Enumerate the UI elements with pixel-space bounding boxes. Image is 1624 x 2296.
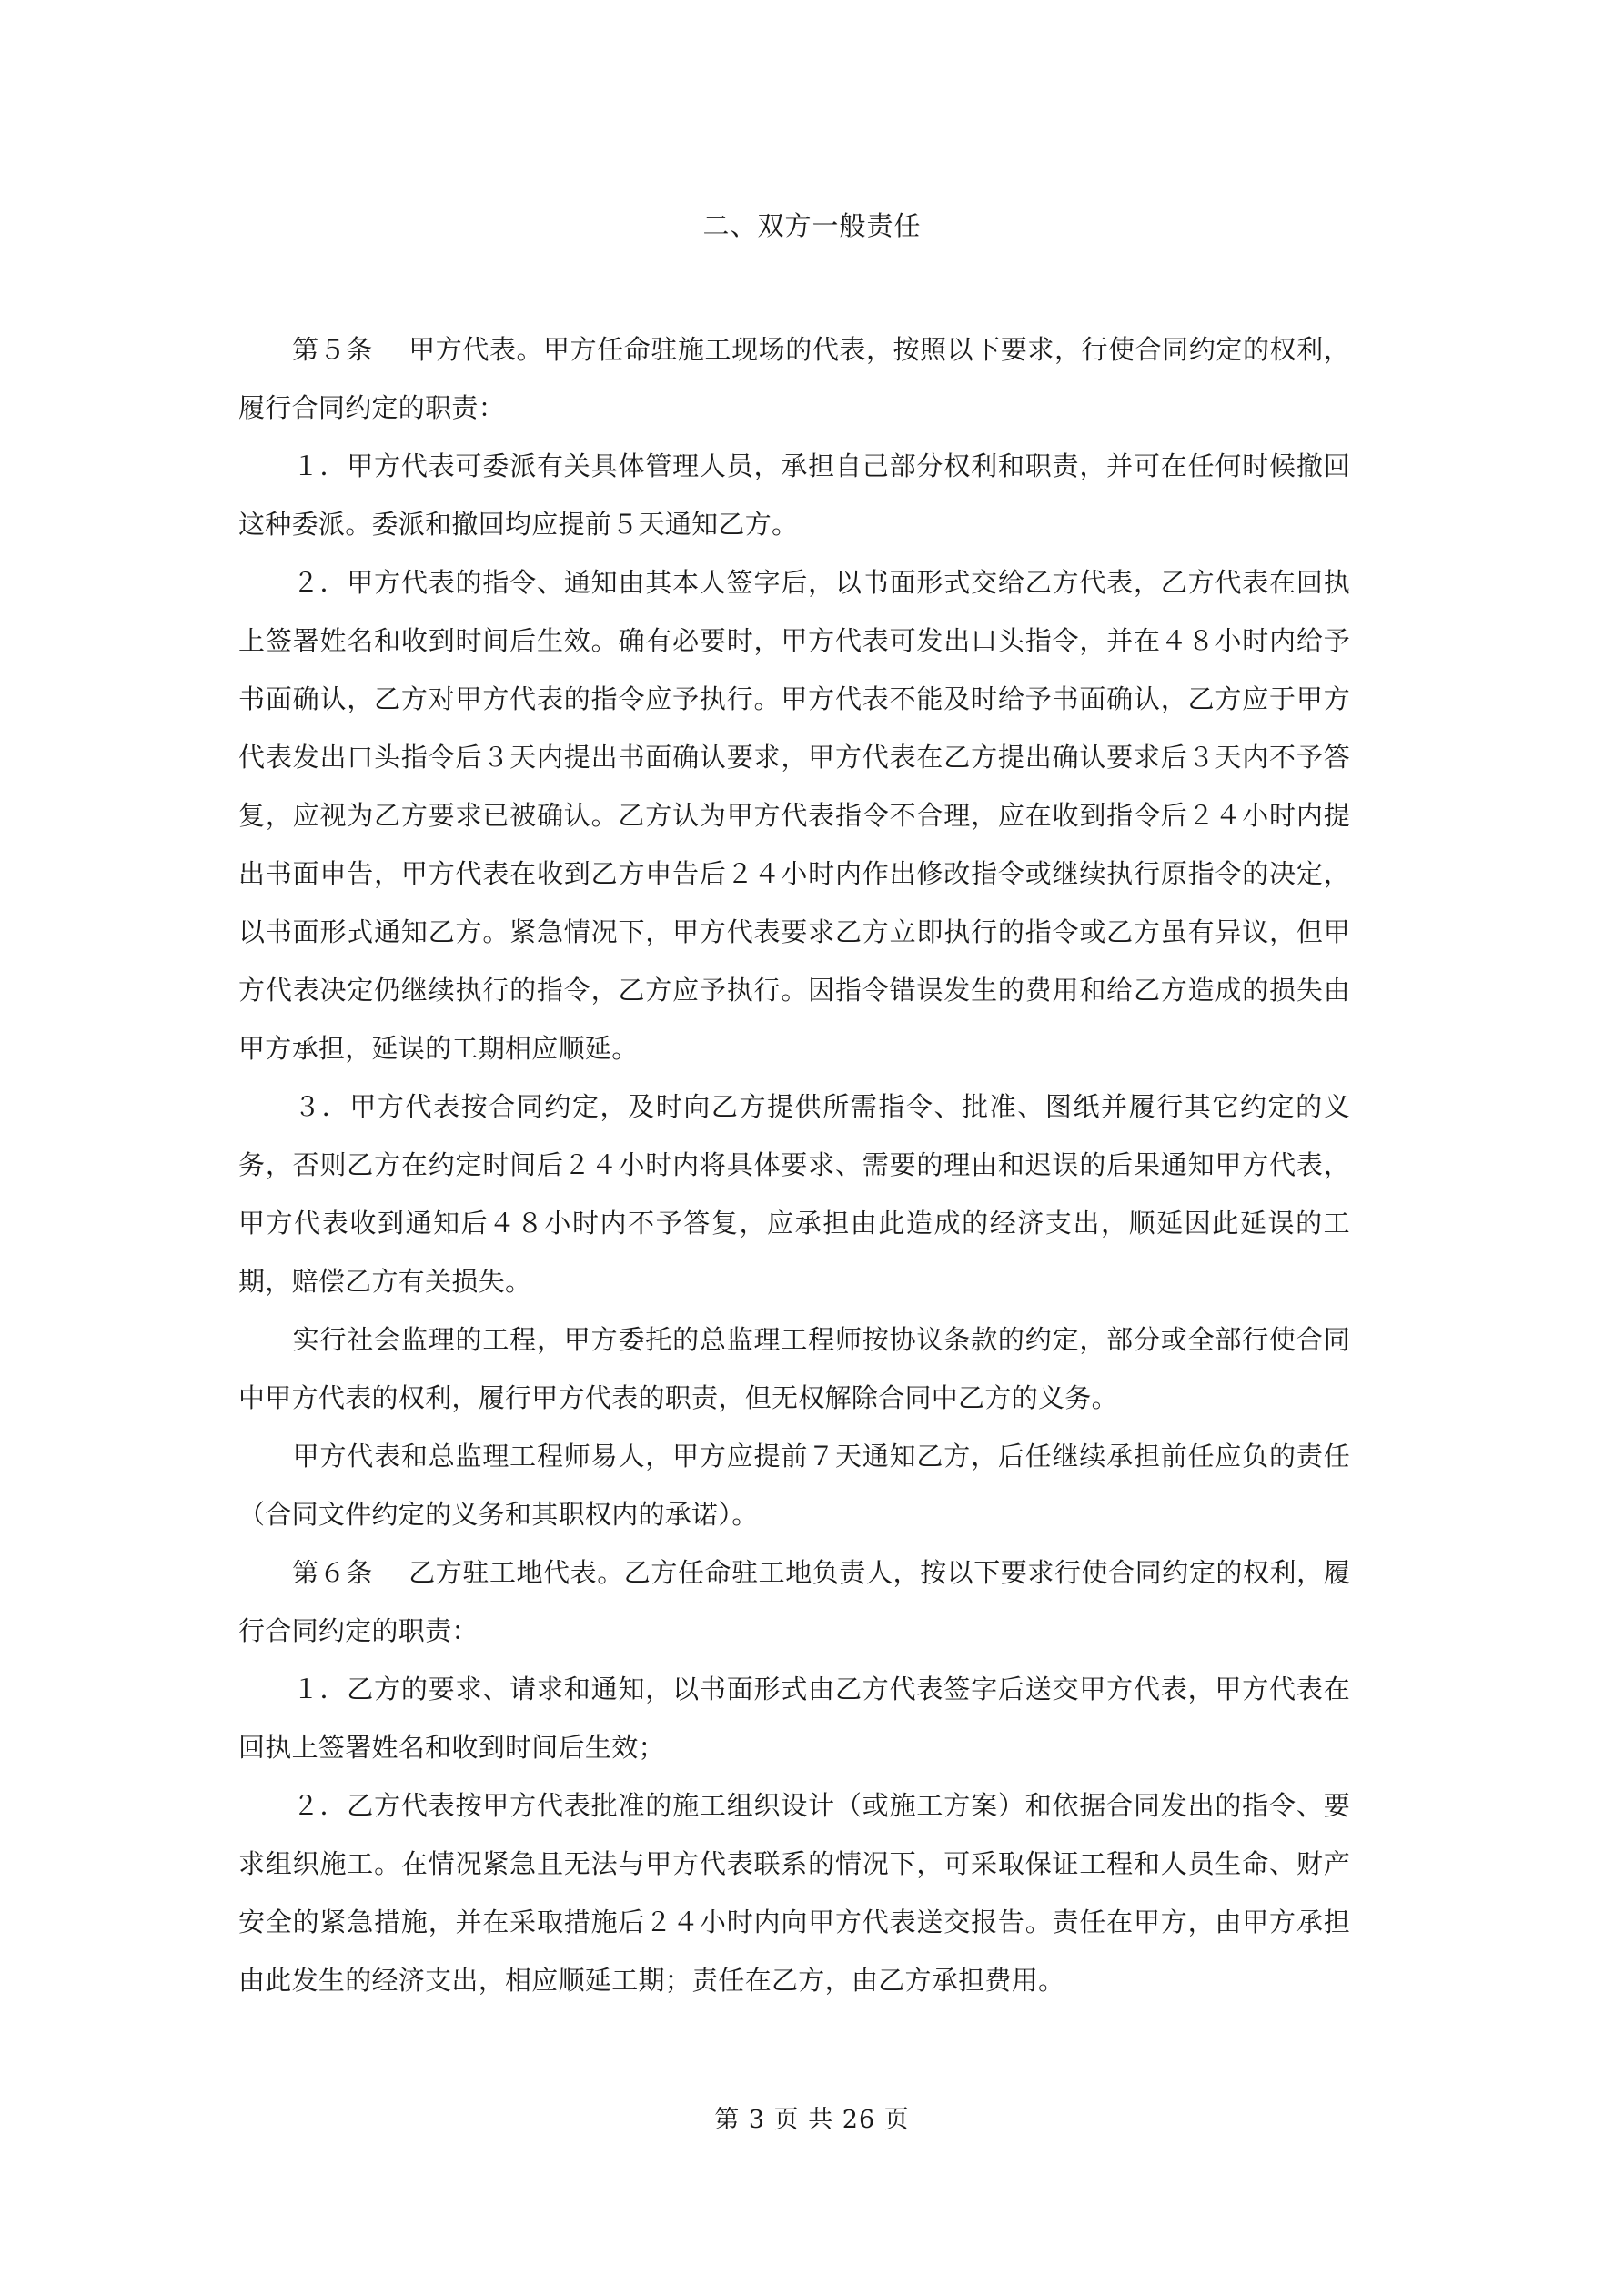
paragraph-5-item-3: ３．甲方代表按合同约定，及时向乙方提供所需指令、批准、图纸并履行其它约定的义务，否则乙方在约定时间后２４小时内将具体要求、需要的理由和迟误的后果通知甲方代表，甲方代表收到通知后４８小时内不予答复，应承担由此造成的经济支出，顺延因此延误的工期，赔偿乙方有关损失。 xyxy=(238,1091,1350,1297)
paragraph-6-item-1: １．乙方的要求、请求和通知，以书面形式由乙方代表签字后送交甲方代表，甲方代表在回执上签署姓名和收到时间后生效； xyxy=(238,1674,1350,1763)
paragraph-replacement: 甲方代表和总监理工程师易人，甲方应提前７天通知乙方，后任继续承担前任应负的责任（合同文件约定的义务和其职权内的承诺）。 xyxy=(238,1441,1350,1530)
section-title: 二、双方一般责任 xyxy=(702,210,922,241)
paragraph-5-item-1: １．甲方代表可委派有关具体管理人员，承担自己部分权利和职责，并可在任何时候撤回这种委派。委派和撤回均应提前５天通知乙方。 xyxy=(238,450,1350,540)
paragraph-6-item-2: ２．乙方代表按甲方代表批准的施工组织设计（或施工方案）和依据合同发出的指令、要求组织施工。在情况紧急且无法与甲方代表联系的情况下，可采取保证工程和人员生命、财产安全的紧急措施，并在采取措施后２４小时内向甲方代表送交报告。责任在甲方，由甲方承担由此发生的经济支出，相应顺延工期；责任在乙方，由乙方承担费用。 xyxy=(238,1790,1350,1996)
paragraph-article-5: 第５条 甲方代表。甲方任命驻施工现场的代表，按照以下要求，行使合同约定的权利，履行合同约定的职责： xyxy=(238,334,1350,423)
paragraph-supervision: 实行社会监理的工程，甲方委托的总监理工程师按协议条款的约定，部分或全部行使合同中甲方代表的权利，履行甲方代表的职责，但无权解除合同中乙方的义务。 xyxy=(238,1324,1350,1413)
page-number-footer: 第 3 页 共 26 页 xyxy=(714,2106,910,2134)
paragraph-5-item-2: ２．甲方代表的指令、通知由其本人签字后，以书面形式交给乙方代表，乙方代表在回执上签署姓名和收到时间后生效。确有必要时，甲方代表可发出口头指令，并在４８小时内给予书面确认，乙方对甲方代表的指令应予执行。甲方代表不能及时给予书面确认，乙方应于甲方代表发出口头指令后３天内提出书面确认要求，甲方代表在乙方提出确认要求后３天内不予答复，应视为乙方要求已被确认。乙方认为甲方代表指令不合理，应在收到指令后２４小时内提出书面申告，甲方代表在收到乙方申告后２４小时内作出修改指令或继续执行原指令的决定，以书面形式通知乙方。紧急情况下，甲方代表要求乙方立即执行的指令或乙方虽有异议，但甲方代表决定仍继续执行的指令，乙方应予执行。因指令错误发生的费用和给乙方造成的损失由甲方承担，延误的工期相应顺延。 xyxy=(238,567,1350,1064)
document-body xyxy=(238,320,1350,2009)
paragraph-article-6: 第６条 乙方驻工地代表。乙方任命驻工地负责人，按以下要求行使合同约定的权利，履行合同约定的职责： xyxy=(238,1557,1350,1646)
